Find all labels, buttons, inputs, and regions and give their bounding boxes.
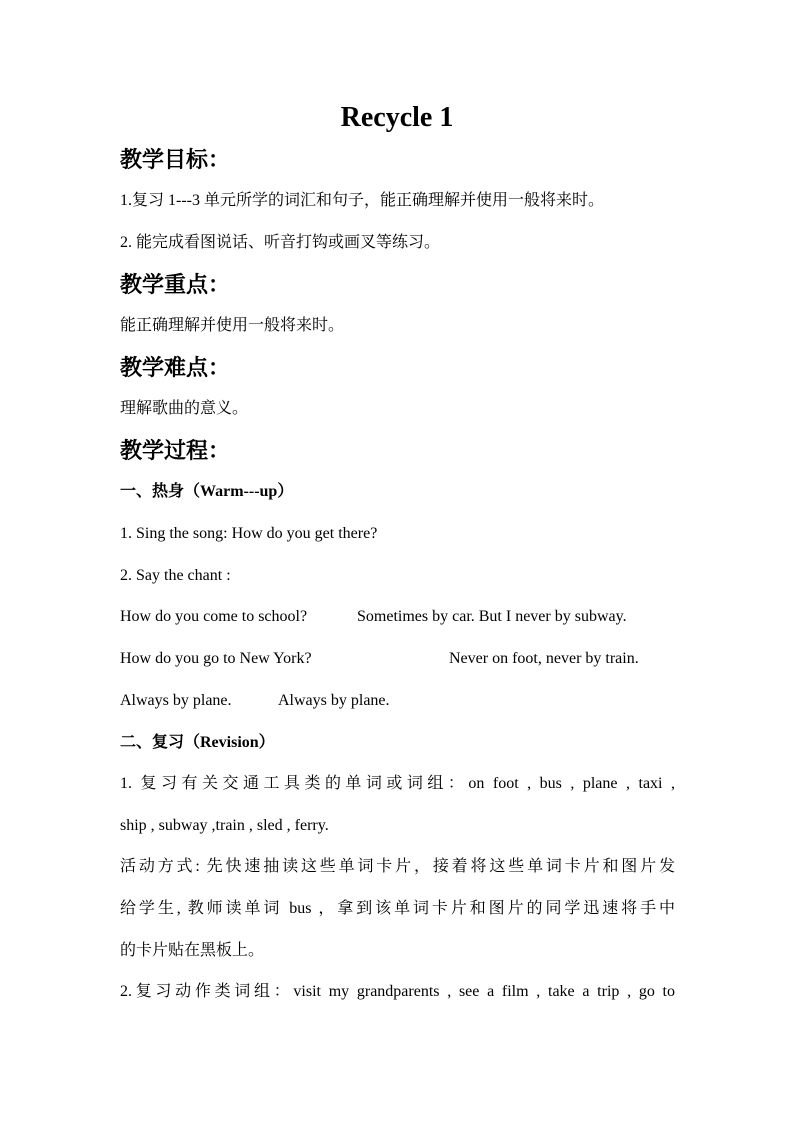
document-title: Recycle 1 <box>340 102 454 133</box>
chant-line-2-answer: Never on foot, never by train. <box>449 650 639 667</box>
warmup-heading: 一、热身（Warm---up） <box>120 483 294 500</box>
warmup-item-2: 2. Say the chant : <box>120 567 231 584</box>
difficulties-text: 理解歌曲的意义。 <box>120 400 249 417</box>
objectives-heading: 教学目标： <box>120 148 231 173</box>
warmup-item-1: 1. Sing the song: How do you get there? <box>120 525 378 542</box>
revision-item-1-line-1: 1. 复习有关交通工具类的单词或词组：on foot , bus , plane , taxi , <box>120 775 675 792</box>
difficulties-heading: 教学难点： <box>120 356 231 381</box>
key-points-text: 能正确理解并使用一般将来时。 <box>120 317 345 334</box>
objective-1: 1.复习 1---3 单元所学的词汇和句子，能正确理解并使用一般将来时。 <box>120 192 604 209</box>
process-heading: 教学过程： <box>120 439 231 464</box>
revision-item-2-line-1: 2.复习动作类词组：visit my grandparents , see a film , take a trip , go to <box>120 983 675 1000</box>
chant-line-3-a: Always by plane. <box>120 692 232 709</box>
activity-line-3: 的卡片贴在黑板上。 <box>120 942 265 959</box>
activity-line-1: 活动方式: 先快速抽读这些单词卡片，接着将这些单词卡片和图片发 <box>120 858 675 875</box>
revision-item-1-line-2: ship , subway ,train , sled , ferry. <box>120 817 329 834</box>
objective-2: 2. 能完成看图说话、听音打钩或画叉等练习。 <box>120 234 441 251</box>
chant-line-2-question: How do you go to New York? <box>120 650 312 667</box>
chant-line-1-question: How do you come to school? <box>120 608 308 625</box>
chant-line-1-answer: Sometimes by car. But I never by subway. <box>357 608 627 625</box>
chant-line-3-b: Always by plane. <box>278 692 390 709</box>
revision-heading: 二、复习（Revision） <box>120 734 275 751</box>
key-points-heading: 教学重点： <box>120 273 231 298</box>
activity-line-2: 给学生, 教师读单词 bus ，拿到该单词卡片和图片的同学迅速将手中 <box>120 900 675 917</box>
